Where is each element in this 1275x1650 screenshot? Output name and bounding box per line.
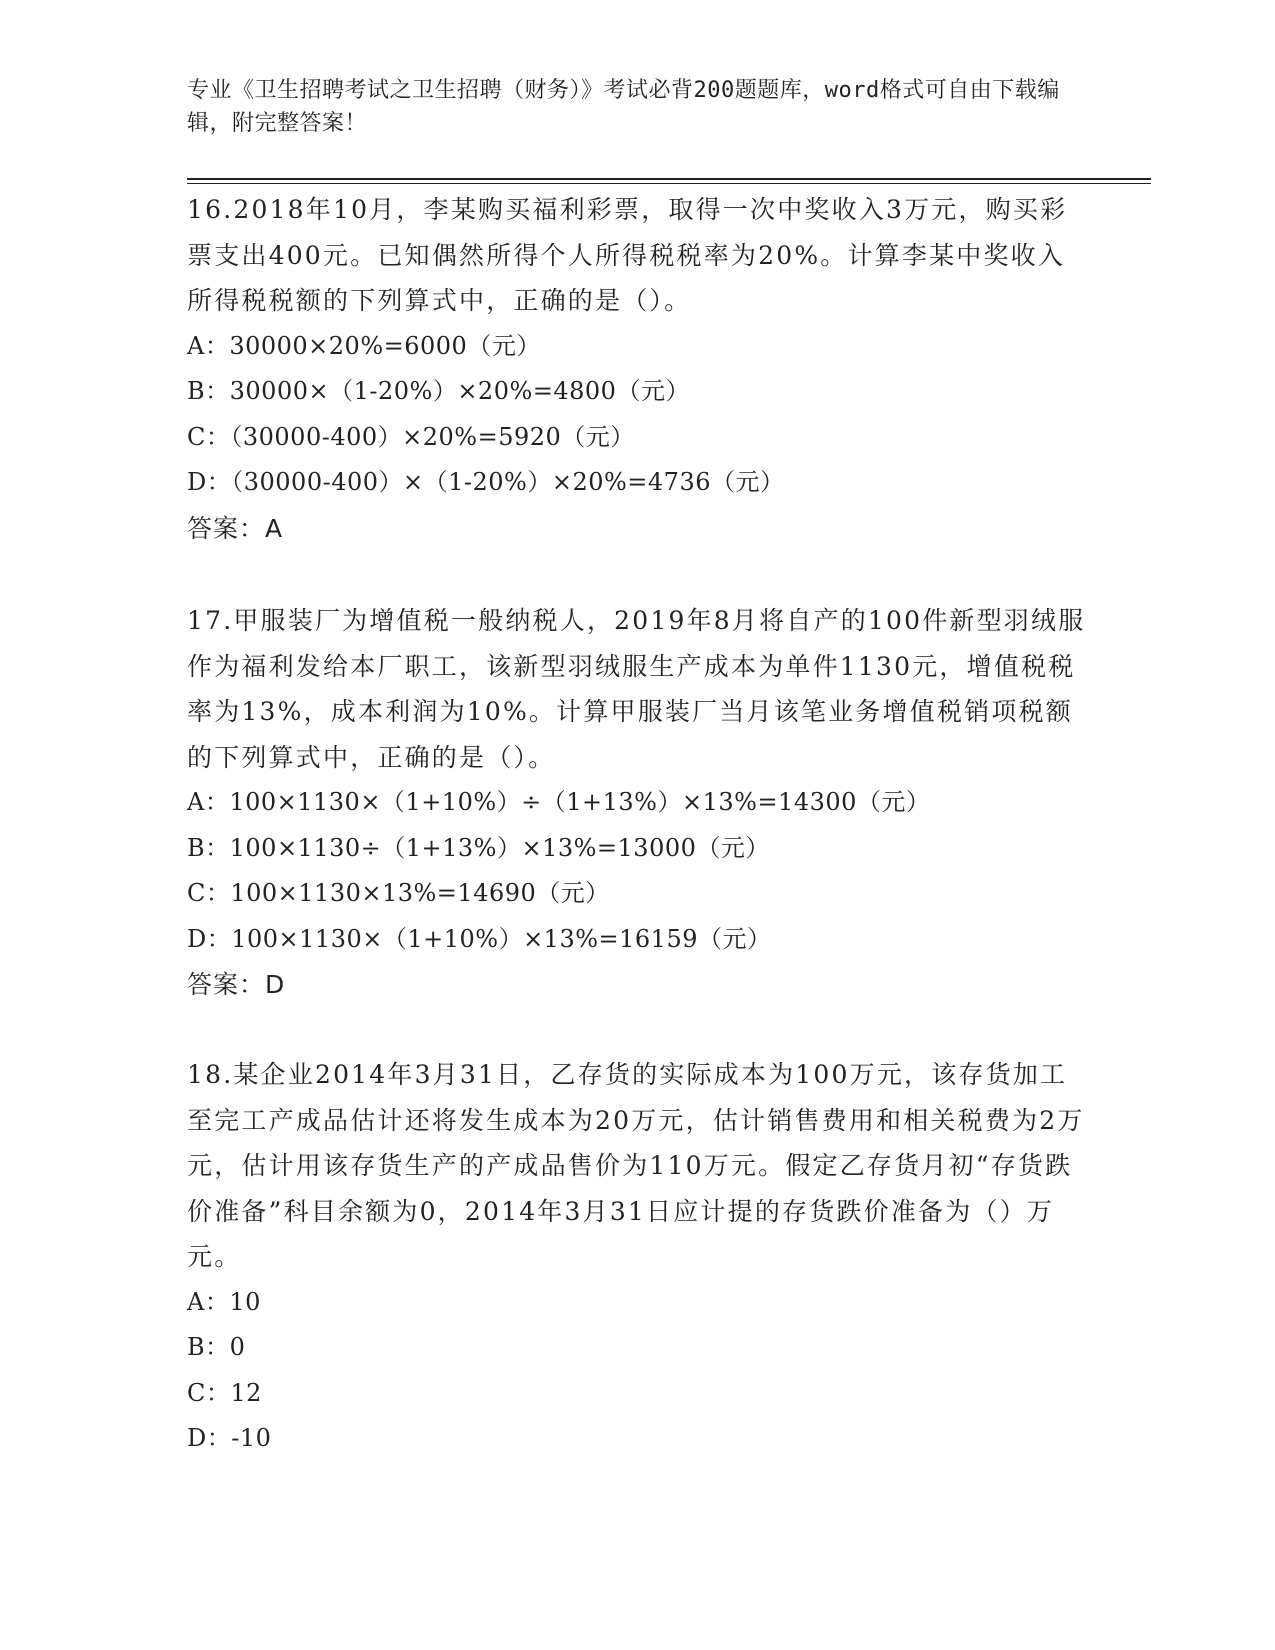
question-stem: 17.甲服装厂为增值税一般纳税人，2019年8月将自产的100件新型羽绒服作为福利发给本厂职工，该新型羽绒服生产成本为单件1130元，增值税税率为13%，成本利润为10%。计算甲服装厂当月该笔业务增值税销项税额的下列算式中，正确的是（）。 bbox=[187, 606, 1086, 772]
option-a: A：100×1130×（1+10%）÷（1+13%）×13%=14300（元） bbox=[187, 788, 931, 816]
option-a: A：30000×20%=6000（元） bbox=[187, 331, 541, 360]
question-17 bbox=[187, 598, 1087, 1008]
question-stem: 16.2018年10月，李某购买福利彩票，取得一次中奖收入3万元，购买彩票支出400元。已知偶然所得个人所得税税率为20%。计算李某中奖收入所得税税额的下列算式中，正确的是（）。 bbox=[187, 195, 1068, 315]
option-b: B：30000×（1-20%）×20%=4800（元） bbox=[187, 377, 690, 405]
answer-line: 答案：D bbox=[187, 970, 286, 999]
answer-line: 答案：A bbox=[187, 513, 284, 543]
option-c: C：100×1130×13%=14690（元） bbox=[187, 879, 610, 907]
header-divider-thin bbox=[187, 183, 1151, 184]
header-divider-thick bbox=[187, 178, 1151, 180]
option-d: D：-10 bbox=[187, 1424, 272, 1452]
option-d: D：100×1130×（1+10%）×13%=16159（元） bbox=[187, 924, 772, 953]
question-18 bbox=[187, 1052, 1087, 1462]
option-c: C：12 bbox=[187, 1378, 262, 1407]
option-b: B：0 bbox=[187, 1333, 246, 1361]
option-b: B：100×1130÷（1+13%）×13%=13000（元） bbox=[187, 833, 770, 862]
document-header: 专业《卫生招聘考试之卫生招聘（财务）》考试必背200题题库，word格式可自由下载编辑，附完整答案！ bbox=[187, 78, 1060, 136]
question-stem: 18.某企业2014年3月31日，乙存货的实际成本为100万元，该存货加工至完工产成品估计还将发生成本为20万元，估计销售费用和相关税费为2万元，估计用该存货生产的产成品售价为110万元。假定乙存货月初“存货跌价准备”科目余额为0，2014年3月31日应计提的存货跌价准备为（）万元。 bbox=[187, 1060, 1085, 1271]
option-c: C：（30000-400）×20%=5920（元） bbox=[187, 422, 635, 451]
option-d: D：（30000-400）×（1-20%）×20%=4736（元） bbox=[187, 468, 785, 496]
question-16 bbox=[187, 187, 1087, 551]
option-a: A：10 bbox=[187, 1287, 261, 1316]
